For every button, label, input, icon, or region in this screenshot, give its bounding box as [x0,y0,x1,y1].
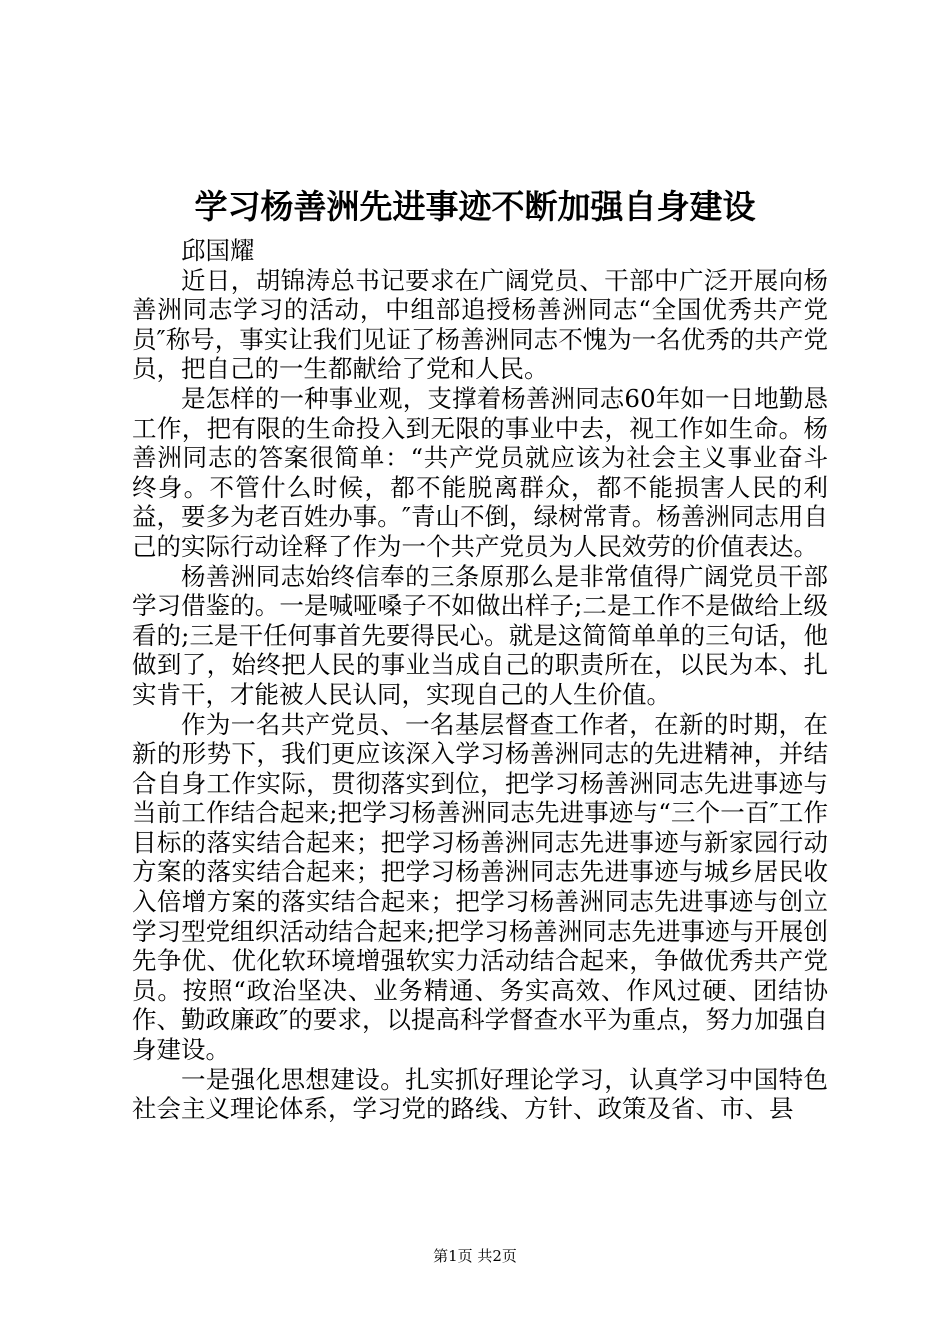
paragraph: 一是强化思想建设。扎实抓好理论学习，认真学习中国特色社会主义理论体系，学习党的路线、方针、政策及省、市、县 [132,1064,828,1124]
paragraph: 杨善洲同志始终信奉的三条原那么是非常值得广阔党员干部学习借鉴的。一是喊哑嗓子不如做出样子;二是工作不是做给上级看的;三是干任何事首先要得民心。就是这简简单单的三句话，他做到了，始终把人民的事业当成自己的职责所在，以民为本、扎实肯干，才能被人民认同，实现自己的人生价值。 [132,561,828,709]
paragraph: 近日，胡锦涛总书记要求在广阔党员、干部中广泛开展向杨善洲同志学习的活动，中组部追授杨善洲同志“全国优秀共产党员″称号，事实让我们见证了杨善洲同志不愧为一名优秀的共产党员，把自己的一生都献给了党和人民。 [132,265,828,384]
page-number-footer: 第1页 共2页 [433,1247,517,1265]
document-title: 学习杨善洲先进事迹不断加强自身建设 [194,187,756,226]
paragraph: 作为一名共产党员、一名基层督查工作者，在新的时期，在新的形势下，我们更应该深入学习杨善洲同志的先进精神，并结合自身工作实际，贯彻落实到位，把学习杨善洲同志先进事迹与当前工作结合起来;把学习杨善洲同志先进事迹与“三个一百″工作目标的落实结合起来；把学习杨善洲同志先进事迹与新家园行动方案的落实结合起来；把学习杨善洲同志先进事迹与城乡居民收入倍增方案的落实结合起来；把学习杨善洲同志先进事迹与创立学习型党组织活动结合起来;把学习杨善洲同志先进事迹与开展创先争优、优化软环境增强软实力活动结合起来，争做优秀共产党员。按照“政治坚决、业务精通、务实高效、作风过硬、团结协作、勤政廉政″的要求，以提高科学督查水平为重点，努力加强自身建设。 [132,709,828,1065]
document-body [132,236,828,1124]
author-line: 邱国耀 [181,236,255,265]
paragraph: 是怎样的一种事业观，支撑着杨善洲同志60年如一日地勤恳工作，把有限的生命投入到无限的事业中去，视工作如生命。杨善洲同志的答案很简单：“共产党员就应该为社会主义事业奋斗终身。不管什么时候，都不能脱离群众，都不能损害人民的利益，要多为老百姓办事。″青山不倒，绿树常青。杨善洲同志用自己的实际行动诠释了作为一个共产党员为人民效劳的价值表达。 [132,383,828,561]
